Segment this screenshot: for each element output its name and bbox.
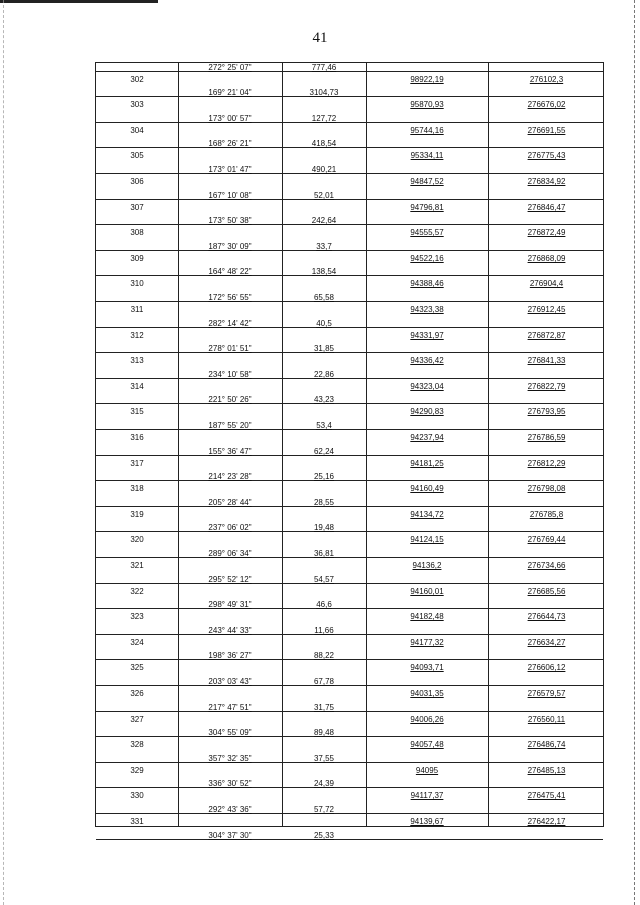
coordinate-y: 276872,49 — [527, 228, 566, 238]
coordinate-x: 94522,16 — [410, 253, 444, 263]
direction-angle: 198° 36' 27" — [208, 651, 252, 661]
point-number: 330 — [130, 791, 144, 801]
coordinate-y: 276785,8 — [529, 509, 564, 519]
coordinate-y: 276775,43 — [527, 151, 566, 161]
coordinate-y: 276691,55 — [527, 125, 566, 135]
direction-angle: 173° 50' 38" — [208, 216, 252, 226]
segment-length: 40,5 — [316, 318, 332, 328]
segment-length: 138,54 — [311, 267, 337, 277]
point-number: 304 — [130, 125, 144, 135]
point-number: 308 — [130, 228, 144, 238]
direction-angle: 205° 28' 44" — [208, 497, 252, 507]
point-number: 325 — [130, 663, 144, 673]
coordinate-x: 95744,16 — [410, 125, 444, 135]
coordinate-y: 276486,74 — [527, 740, 566, 750]
direction-angle: 217° 47' 51" — [208, 702, 252, 712]
coordinate-x: 94237,94 — [410, 433, 444, 442]
segment-length: 46,6 — [316, 600, 332, 610]
page-number: 41 — [312, 30, 328, 46]
coordinate-x: 94323,38 — [410, 305, 444, 314]
segment-length: 24,39 — [313, 779, 335, 789]
direction-angle: 155° 36' 47" — [208, 446, 252, 456]
scan-right-edge — [634, 0, 636, 905]
coordinate-y: 276102,3 — [529, 74, 564, 84]
direction-angle: 289° 06' 34" — [208, 549, 252, 558]
direction-angle: 164° 48' 22" — [208, 267, 252, 277]
coordinate-y: 276560,11 — [527, 714, 566, 724]
direction-angle: 357° 32' 35" — [208, 753, 252, 763]
direction-angle: 167° 10' 08" — [208, 190, 252, 200]
segment-length: 242,64 — [311, 216, 337, 226]
segment-length: 37,55 — [313, 753, 335, 763]
coordinate-y: 276793,95 — [527, 407, 566, 417]
point-number: 324 — [130, 637, 144, 647]
direction-angle: 304° 37' 30" — [208, 830, 252, 840]
coordinate-x: 95334,11 — [410, 151, 444, 161]
coordinate-y: 276872,87 — [527, 330, 566, 340]
coordinate-x: 94124,15 — [410, 535, 444, 545]
segment-length: 57,72 — [313, 805, 335, 814]
segment-length: 19,48 — [313, 523, 335, 533]
coordinate-x: 94093,71 — [410, 663, 444, 673]
coordinate-y: 276769,44 — [527, 535, 566, 545]
coordinate-x: 94555,57 — [410, 228, 444, 238]
point-number: 314 — [130, 381, 144, 391]
coordinate-x: 94139,67 — [410, 817, 444, 826]
coordinate-x: 94323,04 — [410, 381, 444, 391]
coordinate-x: 94134,72 — [410, 509, 444, 519]
point-number: 316 — [130, 433, 144, 442]
coordinate-y: 276734,66 — [527, 561, 566, 570]
segment-length: 33,7 — [316, 241, 332, 251]
point-number: 322 — [130, 586, 144, 596]
direction-angle: 168° 26' 21" — [208, 139, 252, 149]
direction-angle: 292° 43' 36" — [208, 805, 252, 814]
segment-length: 25,16 — [313, 472, 335, 482]
direction-angle: 295° 52' 12" — [208, 574, 252, 584]
segment-length: 3104,73 — [309, 88, 339, 98]
segment-length: 28,55 — [313, 497, 335, 507]
direction-angle: 173° 00' 57" — [208, 113, 252, 123]
point-number: 313 — [130, 356, 144, 366]
coordinate-y: 276644,73 — [527, 612, 566, 622]
segment-length: 418,54 — [311, 139, 337, 149]
coordinate-y: 276868,09 — [527, 253, 566, 263]
coordinates-table — [95, 62, 604, 840]
direction-angle: 214° 23' 28" — [208, 472, 252, 482]
scan-top-mark — [0, 0, 158, 3]
coordinate-y: 276579,57 — [527, 689, 566, 698]
direction-angle: 272° 25' 07" — [208, 63, 252, 72]
segment-length: 22,86 — [313, 369, 335, 379]
point-number: 319 — [130, 509, 144, 519]
point-number: 303 — [130, 100, 144, 110]
coordinate-x: 94796,81 — [410, 202, 444, 212]
point-number: 327 — [130, 714, 144, 724]
direction-angle: 221° 50' 26" — [208, 395, 252, 405]
coordinate-y: 276841,33 — [527, 356, 566, 366]
segment-length: 43,23 — [313, 395, 335, 405]
scan-left-edge — [3, 0, 5, 905]
coordinate-y: 276846,47 — [527, 202, 566, 212]
coordinate-x: 94160,01 — [410, 586, 444, 596]
coordinate-x: 94177,32 — [410, 637, 444, 647]
segment-length: 31,75 — [313, 702, 335, 712]
coordinate-y: 276912,45 — [527, 305, 566, 314]
coordinate-x: 94336,42 — [410, 356, 444, 366]
point-number: 318 — [130, 484, 144, 494]
coordinate-y: 276634,27 — [527, 637, 566, 647]
coordinate-x: 94331,97 — [410, 330, 444, 340]
segment-length: 52,01 — [313, 190, 335, 200]
coordinate-y: 276798,08 — [527, 484, 566, 494]
coordinate-y: 276422,17 — [527, 817, 566, 826]
segment-length: 89,48 — [313, 728, 335, 738]
point-number: 311 — [130, 305, 144, 314]
point-number: 302 — [130, 74, 144, 84]
segment-length: 25,33 — [313, 830, 335, 840]
coordinate-x: 94290,83 — [410, 407, 444, 417]
point-number: 329 — [130, 765, 144, 775]
coordinate-x: 94160,49 — [410, 484, 444, 494]
segment-length: 127,72 — [311, 113, 337, 123]
direction-angle: 234° 10' 58" — [208, 369, 252, 379]
direction-angle: 203° 03' 43" — [208, 677, 252, 686]
point-number: 323 — [130, 612, 144, 622]
segment-length: 62,24 — [313, 446, 335, 456]
segment-length: 67,78 — [313, 677, 335, 686]
direction-angle: 243° 44' 33" — [208, 625, 252, 635]
direction-angle: 304° 55' 09" — [208, 728, 252, 738]
direction-angle: 187° 30' 09" — [208, 241, 252, 251]
point-number: 310 — [130, 279, 144, 289]
segment-length: 31,85 — [313, 344, 335, 354]
point-number: 328 — [130, 740, 144, 750]
direction-angle: 336° 30' 52" — [208, 779, 252, 789]
point-number: 306 — [130, 177, 144, 186]
segment-length: 65,58 — [313, 293, 335, 302]
coordinate-y: 276485,13 — [527, 765, 566, 775]
coordinate-x: 94136,2 — [412, 561, 442, 570]
coordinate-x: 94182,48 — [410, 612, 444, 622]
coordinate-y: 276812,29 — [527, 458, 566, 468]
segment-length: 36,81 — [313, 549, 335, 558]
coordinate-x: 95870,93 — [410, 100, 444, 110]
direction-angle: 298° 49' 31" — [208, 600, 252, 610]
segment-length: 88,22 — [313, 651, 335, 661]
coordinate-x: 94031,35 — [410, 689, 444, 698]
point-number: 309 — [130, 253, 144, 263]
direction-angle: 282° 14' 42" — [208, 318, 252, 328]
point-number: 307 — [130, 202, 144, 212]
point-number: 331 — [130, 817, 144, 826]
point-number: 320 — [130, 535, 144, 545]
direction-angle: 169° 21' 04" — [208, 88, 252, 98]
coordinate-y: 276822,79 — [527, 381, 566, 391]
segment-length: 54,57 — [313, 574, 335, 584]
coordinate-x: 98922,19 — [410, 74, 444, 84]
direction-angle: 172° 56' 55" — [208, 293, 252, 302]
segment-length: 53,4 — [316, 421, 332, 430]
direction-angle: 173° 01' 47" — [208, 165, 252, 174]
point-number: 317 — [130, 458, 144, 468]
segment-length: 777,46 — [311, 63, 337, 72]
direction-angle: 278° 01' 51" — [208, 344, 252, 354]
coordinate-x: 94388,46 — [410, 279, 444, 289]
point-number: 326 — [130, 689, 144, 698]
coordinate-x: 94117,37 — [410, 791, 444, 801]
point-number: 312 — [130, 330, 144, 340]
coordinate-x: 94057,48 — [410, 740, 444, 750]
coordinate-x: 94095 — [415, 765, 439, 775]
coordinate-x: 94181,25 — [410, 458, 444, 468]
coordinate-y: 276685,56 — [527, 586, 566, 596]
point-number: 305 — [130, 151, 144, 161]
coordinate-y: 276904,4 — [529, 279, 564, 289]
coordinate-x: 94847,52 — [410, 177, 444, 186]
direction-angle: 237° 06' 02" — [208, 523, 252, 533]
coordinate-y: 276475,41 — [527, 791, 566, 801]
segment-length: 11,66 — [314, 625, 334, 635]
coordinate-x: 94006,26 — [410, 714, 444, 724]
direction-angle: 187° 55' 20" — [208, 421, 252, 430]
coordinate-y: 276606,12 — [527, 663, 566, 673]
coordinate-y: 276834,92 — [527, 177, 566, 186]
coordinate-y: 276786,59 — [527, 433, 566, 442]
point-number: 321 — [130, 561, 144, 570]
segment-length: 490,21 — [311, 165, 337, 174]
coordinate-y: 276676,02 — [527, 100, 566, 110]
point-number: 315 — [130, 407, 144, 417]
